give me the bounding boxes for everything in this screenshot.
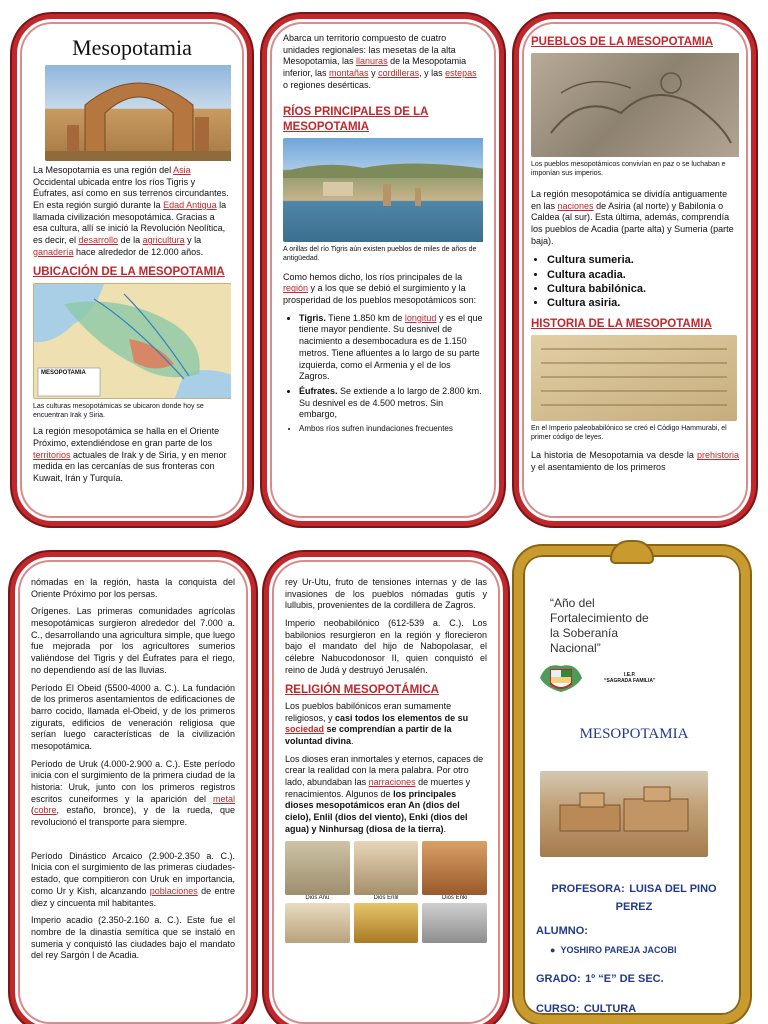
bullet-icon: ●: [550, 945, 561, 955]
link-region[interactable]: región: [283, 283, 309, 294]
link-agricultura[interactable]: agricultura: [142, 235, 185, 246]
school-row: [536, 658, 732, 698]
god-enki-label: Dios Enki: [442, 895, 468, 902]
list-item-tigris: • Tigris. Tiene 1.850 km de longitud y es el que tiene mayor pendiente. Su desnivel de nacimiento a desembocadura es de 1.150 metros. Tiene afluentes a lo largo de su parte izquierda, como el Armenia y el de los Zagros.: [299, 313, 483, 383]
tablet-illustration: [531, 335, 737, 421]
profesora-block: PROFESORA: LUISA DEL PINO PEREZ: [551, 883, 717, 913]
alumno-name: ● YOSHIRO PAREJA JACOBI: [550, 945, 677, 955]
motto-text: “Año del Fortalecimiento de la Soberanía Nacional”: [550, 596, 649, 655]
alumno-label: ALUMNO:: [536, 925, 588, 937]
intro-paragraph: La Mesopotamia es una región del Asia Occidental ubicada entre los ríos Tigris y Éufrates, así como en sus terrenos circundantes. En esta región surgió durante la Edad Antigua la llamada civilización mesopotámica. Gracias a esa cultura, allí se inició la Revolución Neolítica, es decir, el desarrollo de la agricultura y la ganadería hace alrededor de 12.000 años.: [33, 165, 229, 257]
cultures-list: [547, 253, 739, 310]
link-naciones[interactable]: naciones: [557, 200, 594, 211]
history-origenes: Orígenes. Las primeras comunidades agrícolas mesopotámicas surgieron alrededor del 7.000 a. C., desarrollando una agricultura simple, que luego fue mejorada por los agricultores sumerios valiéndose del Tigris y del Éufrates para el riego, no dependiendo así de las lluvias.: [31, 606, 235, 675]
peru-coat-of-arms-icon: [536, 658, 586, 698]
map-illustration: [34, 284, 231, 399]
panel-religion: [264, 552, 508, 1024]
cover-content: [536, 596, 732, 1015]
gods-gallery: [285, 841, 487, 901]
relief-caption: Los pueblos mesopotámicos convivían en paz o se luchaban e imponían sus imperios.: [531, 161, 726, 178]
curso-block: CURSO: CULTURA: [536, 1003, 637, 1015]
history-paragraph: La historia de Mesopotamia va desde la prehistoria y el asentamiento de los primeros: [531, 450, 739, 473]
god-image: [354, 903, 419, 943]
cover-title: MESOPOTAMIA: [579, 726, 689, 742]
relief-image: [531, 53, 739, 157]
link-estepas[interactable]: estepas: [445, 68, 477, 79]
link-edad-antigua[interactable]: Edad Antigua: [163, 200, 217, 211]
city-illustration: [540, 771, 708, 857]
culture-item: • Cultura sumeria.: [547, 253, 739, 267]
brochure-title: Mesopotamia: [72, 35, 192, 60]
division-paragraph: La región mesopotámica se dividía antiguamente en las naciones de Asiria (al norte) y Babilonia o Caldea (al sur). Esta última, además, comprendía los pueblos de Acadia (parte alta) y Sumeria (parte baja).: [531, 188, 734, 246]
heading-ubicacion: UBICACIÓN DE LA MESOPOTAMIA: [33, 265, 225, 278]
link-longitud[interactable]: longitud: [404, 312, 437, 323]
link-narraciones[interactable]: narraciones: [368, 777, 416, 787]
river-illustration: [283, 138, 483, 242]
arch-ruins-image: [45, 65, 231, 161]
link-desarrollo[interactable]: desarrollo: [78, 235, 119, 246]
link-asia[interactable]: Asia: [173, 165, 191, 175]
god-anu-label: Dios Anu: [305, 895, 330, 902]
rivers-intro: Como hemos dicho, los ríos principales de la región y a los que se debió el surgimiento y la prosperidad de los pueblos mesopotámicos son:: [283, 271, 477, 306]
panel-intro: [12, 14, 252, 526]
god-enlil-label: Dios Enlil: [373, 895, 399, 902]
history-acadio: Imperio acadio (2.350-2.160 a. C.). Este fue el nombre de la dinastía semítica que se instaló en sumeria y conquistó las ciudades bajo el mandato del rey Sargón I de Acadia.: [31, 915, 235, 961]
school-name: I.E.P. “SAGRADA FAMILIA”: [604, 672, 656, 684]
history-dinastico: Período Dinástico Arcaico (2.900-2.350 a. C.). Inicia con el surgimiento de las primeras ciudades-estado, que compitieron con Uruk en importancia, como Ur y Kish, alcanzando poblaciones de entre diez y cincuenta mil habitantes.: [31, 850, 235, 908]
link-territorios[interactable]: territorios: [33, 449, 71, 460]
river-caption: A orillas del río Tigris aún existen pueblos de miles de años de antigüedad.: [283, 246, 477, 262]
panel-rivers: [262, 14, 504, 526]
gods-gallery-row-2: [285, 903, 487, 943]
panel-history: [10, 552, 256, 1024]
link-sociedad[interactable]: sociedad: [285, 724, 325, 735]
rivers-list: [299, 313, 483, 435]
god-card-enlil: [354, 841, 419, 901]
god-enlil-image: [354, 841, 419, 895]
culture-item: • Cultura acadia.: [547, 268, 739, 282]
panel-peoples: [514, 14, 756, 526]
god-image: [285, 903, 350, 943]
list-item-eufrates: • Éufrates. Se extiende a lo largo de 2.800 km. Su desnivel es de 4.500 metros. Sin embargo,: [299, 386, 483, 421]
link-ganaderia[interactable]: ganadería: [33, 246, 74, 257]
cover-panel: [514, 546, 750, 1024]
religion-paragraph-2: Los dioses eran inmortales y eternos, capaces de crear la realidad con la mera palabra. Por otro lado, abundaban las narraciones de muertes y renacimientos. Algunos de los principales dioses mesopotámicos eran An (dios del cielo), Enlil (dios del viento), Enki (dios del agua) y Ninhursag (diosa de la tierra).: [285, 753, 484, 834]
link-cordilleras[interactable]: cordilleras: [378, 68, 420, 79]
history-ur-utu: rey Ur-Utu, fruto de tensiones internas y de las invasiones de los pueblos nómadas gutis y lullubis, provenientes de la cordillera de Zagros.: [285, 577, 487, 611]
regions-paragraph: Abarca un territorio compuesto de cuatro unidades regionales: las mesetas de la alta Mesopotamia, las llanuras de la Mesopotamia inferior, las montañas y cordilleras, y las estepas o regiones desérticas.: [283, 33, 477, 90]
religion-paragraph-1: Los pueblos babilónicos eran sumamente religiosos, y casi todos los elementos de su sociedad se comprendían a partir de la voluntad divina.: [285, 700, 469, 746]
history-nomadas: nómadas en la región, hasta la conquista del Oriente Próximo por los persas.: [31, 577, 235, 599]
mesopotamia-map: [33, 283, 231, 399]
tigris-river-photo: [283, 138, 483, 242]
history-obeid: Período El Obeid (5500-4000 a. C.). La fundación de los primeros asentamientos de edificaciones de barro cocido, llamada el-Obeid, y de los primeros zigurats, edificios de veneración religiosa que serían luego características de la civilización mesopotámica.: [31, 682, 235, 751]
heading-pueblos: PUEBLOS DE LA MESOPOTAMIA: [531, 36, 714, 48]
frame-crest-ornament: [610, 540, 654, 564]
culture-item: • Cultura babilónica.: [547, 282, 739, 296]
link-poblaciones[interactable]: poblaciones: [149, 885, 198, 896]
link-cobre[interactable]: cobre: [34, 805, 57, 816]
region-paragraph: La región mesopotámica se halla en el Oriente Próximo, extendiéndose en gran parte de los territorios actuales de Irak y de Siria, y en menor medida en las cercanías de sus fronteras con Kuwait, Irán y Turquía.: [33, 426, 227, 484]
link-prehistoria[interactable]: prehistoria: [696, 450, 739, 461]
ancient-city-image: [540, 771, 708, 857]
history-uruk: Período de Uruk (4.000-2.900 a. C.). Este período inicia con el surgimiento de la primera ciudad de la historia: Uruk, junto con los primeros registros escritos cuneiformes y la aparición del metal (cobre, estaño, bronce), y de la rueda, que revolucionó el transporte para siempre.: [31, 758, 235, 828]
god-image: [422, 903, 487, 943]
map-caption: Las culturas mesopotámicas se ubicaron donde hoy se encuentran Irak y Siria.: [33, 402, 204, 419]
link-montanas[interactable]: montañas: [329, 68, 369, 79]
list-item-ambos: • Ambos ríos sufren inundaciones frecuentes: [299, 424, 483, 434]
grado-block: GRADO: 1º “E” DE SEC.: [536, 973, 664, 985]
god-enki-image: [422, 841, 487, 895]
link-metal[interactable]: metal: [212, 793, 235, 804]
arch-illustration: [45, 65, 231, 161]
cuneiform-tablet-image: [531, 335, 737, 421]
god-anu-image: [285, 841, 350, 895]
culture-item: • Cultura asiria.: [547, 296, 739, 310]
heading-rios: RÍOS PRINCIPALES DE LA MESOPOTAMIA: [283, 106, 429, 133]
link-llanuras[interactable]: llanuras: [356, 56, 388, 67]
history-neobabilonico: Imperio neobabilónico (612-539 a. C.). Los babilonios resurgieron en la región y florecieron bajo el mandato del hijo de Nabopolasar, el célebre Nabucodonosor II, quien conquistó el reino de Judá y destruyó Jerusalén.: [285, 618, 487, 675]
god-card-enki: [422, 841, 487, 901]
god-card-anu: [285, 841, 350, 901]
heading-religion: RELIGIÓN MESOPOTÁMICA: [285, 683, 439, 696]
relief-illustration: [531, 53, 739, 157]
map-legend-title: MESOPOTAMIA: [41, 369, 86, 376]
tablet-caption: En el Imperio paleobabilónico se creó el Código Hammurabi, el primer código de leyes.: [531, 424, 727, 441]
heading-historia: HISTORIA DE LA MESOPOTAMIA: [531, 317, 712, 330]
